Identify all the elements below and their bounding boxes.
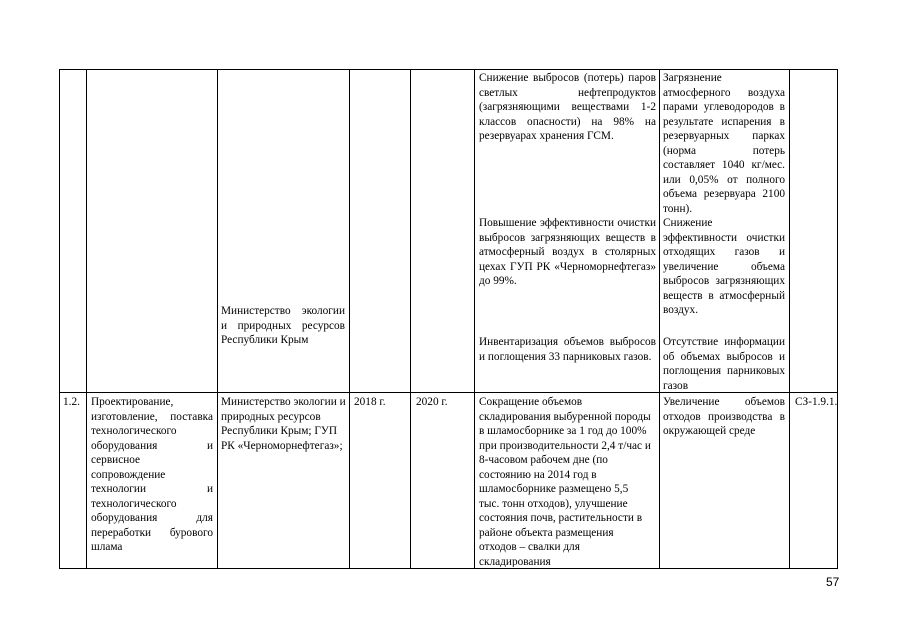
row-number: 1.2.: [63, 396, 80, 408]
measure-greenhouse-inventory: Инвентаризация объемов выбросов и поглощения 33 парниковых газов.: [479, 336, 656, 363]
row-executor: Министерство экологии и природных ресурсов Республики Крым; ГУП РК «Черноморнефтегаз»;: [221, 396, 346, 452]
col-border-5: [474, 69, 475, 569]
row-problem: Увеличение объемов отходов производства в окружающей среде: [663, 396, 785, 437]
ministry-cell: Министерство экологии и природных ресурсов Республики Крым: [221, 305, 345, 346]
row-code: СЗ-1.9.1.: [795, 396, 837, 408]
problem-cleaning-efficiency: Снижение эффективности очистки отходящих газов и увеличение объема выбросов загрязняющих веществ в атмосферный воздух.: [663, 217, 785, 316]
row-title: Проектирование, изготовление, поставка технологического оборудования и сервисное сопровождение технологии и технологического оборудования для переработки бурового шлама: [91, 396, 213, 553]
col-border-1: [86, 69, 87, 569]
page-number: 57: [826, 575, 840, 589]
col-border-8: [837, 69, 838, 569]
table-bottom-border: [59, 568, 838, 569]
col-border-6: [659, 69, 660, 569]
measure-cleaning-efficiency: Повышение эффективности очистки выбросов загрязняющих веществ в атмосферный воздух в столярных цехах ГУП РК «Черноморнефтегаз» до 99%.: [479, 217, 656, 287]
row-end-year: 2020 г.: [416, 396, 448, 408]
problem-greenhouse-info: Отсутствие информации об объемах выбросов и поглощения парниковых газов: [663, 336, 785, 391]
col-border-7: [789, 69, 790, 569]
row-divider: [59, 392, 838, 393]
row-result: Сокращение объемов складирования выбуренной породы в шламосборнике за 1 год до 100% при производительности 2,4 т/час и 8-часовом рабочем дне (по состоянию на 2014 год в шламосборнике размещено 5,5 тыс. тонн отходов), улучшение состояния почв, растительности в районе объекта размещения отходов – свалки для складирования: [479, 396, 651, 567]
table-top-border: [59, 69, 838, 70]
problem-air-pollution: Загрязнение атмосферного воздуха парами углеводородов в результате испарения в резервуарных парках (норма потерь составляет 1040 кг/мес. или 0,05% от полного объема резервуара 2100 тонн).: [663, 72, 785, 215]
row-start-year: 2018 г.: [354, 396, 386, 408]
col-border-4: [410, 69, 411, 569]
measure-emissions-reduction: Снижение выбросов (потерь) паров светлых нефтепродуктов (загрязняющими веществами 1-2 классов опасности) на 98% на резервуарах хранения ГСМ.: [479, 72, 656, 142]
col-border-0: [59, 69, 60, 569]
col-border-3: [349, 69, 350, 569]
col-border-2: [217, 69, 218, 569]
